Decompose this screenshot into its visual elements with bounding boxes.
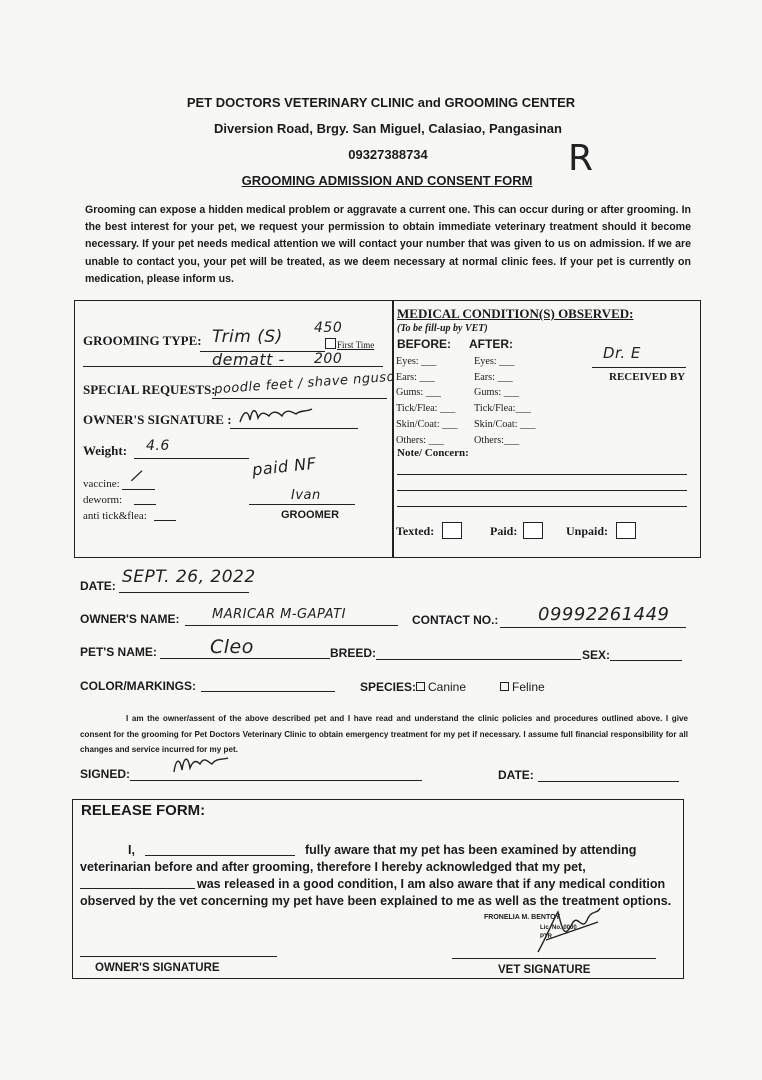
box-divider — [392, 300, 394, 557]
release-pet-line — [80, 888, 195, 889]
vet-stamp-ptr: PTR — [540, 934, 552, 940]
after-list — [474, 354, 535, 448]
before-item: Others: ___ — [396, 434, 444, 446]
release-line1-start: I, — [128, 843, 135, 857]
release-vet-sig-line — [452, 958, 656, 959]
owner-name-line — [185, 625, 398, 626]
signed-line — [130, 780, 422, 781]
before-label: BEFORE: — [397, 337, 451, 351]
owner-signature-label: OWNER'S SIGNATURE : — [83, 412, 232, 427]
contact-label: CONTACT NO.: — [412, 613, 499, 627]
paid-note: paid NF — [251, 453, 318, 480]
before-item: Tick/Flea: ___ — [396, 403, 456, 415]
owner-name-value: MARICAR M-GAPATI — [212, 607, 346, 622]
pet-name-line — [160, 658, 330, 659]
sex-label: SEX: — [582, 648, 611, 662]
grooming-type-value-1: Trim (S) — [212, 327, 283, 347]
received-by-line — [592, 367, 686, 368]
vet-stamp-license: Lic. No. 0000 — [540, 925, 577, 931]
paid-label: Paid: — [490, 524, 518, 538]
before-item: Gums: ___ — [396, 387, 441, 399]
groomer-line — [249, 504, 355, 505]
release-owner-sig-label: OWNER'S SIGNATURE — [95, 962, 220, 974]
after-item: Others:___ — [474, 434, 520, 446]
weight-value: 4.6 — [146, 438, 170, 454]
note-line-2 — [397, 490, 687, 491]
canine-label: Canine — [428, 680, 467, 694]
unpaid-label: Unpaid: — [566, 524, 609, 538]
consent-paragraph: I am the owner/assent of the above described pet and I have read and understand the clinic policies and procedures outlined above. I give consent for the grooming for Pet Doctors Veterinary Clinic to obtain emergency treatment for my pet if necessary. I assume full financial responsibility for all changes and service incurred for my pet. — [80, 714, 688, 754]
groomer-label: GROOMER — [281, 509, 340, 521]
vaccine-line — [122, 489, 155, 490]
grooming-type-value-2: dematt - — [212, 350, 285, 369]
before-item: Skin/Coat: ___ — [396, 418, 458, 430]
deworm-line — [134, 504, 156, 505]
signed-date-line — [538, 781, 679, 782]
after-item: Skin/Coat: ___ — [474, 418, 536, 430]
clinic-address: Diversion Road, Brgy. San Miguel, Calasiao, Pangasinan — [214, 121, 562, 136]
after-label: AFTER: — [469, 337, 513, 351]
grooming-price-1: 450 — [314, 320, 343, 336]
note-line-1 — [397, 474, 687, 475]
color-markings-line — [201, 691, 335, 692]
pet-name-label: PET'S NAME: — [80, 645, 157, 659]
release-title: RELEASE FORM: — [81, 802, 206, 819]
breed-label: BREED: — [330, 646, 377, 660]
release-line1-end: fully aware that my pet has been examined by attending — [305, 843, 637, 857]
note-line-3 — [397, 506, 687, 507]
release-line2: veterinarian before and after grooming, therefore I hereby acknowledged that my pet, — [80, 860, 586, 874]
unpaid-checkbox[interactable] — [616, 522, 636, 539]
release-line4: observed by the vet concerning my pet have been explained to me as well as the treatment options. — [80, 894, 672, 908]
owner-signature-line — [230, 428, 358, 429]
breed-line — [376, 659, 581, 660]
medical-title: MEDICAL CONDITION(S) OBSERVED: — [397, 306, 634, 321]
received-by-value: Dr. E — [603, 344, 641, 362]
medical-subtitle: (To be fill-up by VET) — [397, 323, 488, 334]
special-requests-label: SPECIAL REQUESTS: — [83, 382, 216, 397]
after-item: Eyes: ___ — [474, 356, 515, 367]
vaccine-label: vaccine: — [83, 478, 120, 490]
after-item: Ears: ___ — [474, 371, 513, 383]
date-label: DATE: — [80, 579, 116, 593]
feline-checkbox[interactable] — [500, 682, 509, 691]
first-time-label: First Time — [337, 340, 375, 350]
contact-line — [500, 627, 686, 628]
date-line — [119, 592, 249, 593]
texted-label: Texted: — [396, 524, 435, 538]
signed-date-label: DATE: — [498, 768, 534, 782]
owner-signature-scribble — [236, 404, 316, 426]
deworm-label: deworm: — [83, 494, 123, 506]
date-value: SEPT. 26, 2022 — [122, 567, 256, 587]
antitick-line — [154, 520, 176, 521]
received-by-label: RECEIVED BY — [609, 371, 686, 383]
vet-stamp-name: FRONELIA M. BENTOY — [484, 914, 561, 921]
antitick-label: anti tick&flea: — [83, 510, 147, 522]
pet-name-value: Cleo — [210, 636, 254, 658]
release-line3-end: was released in a good condition, I am also aware that if any medical condition — [197, 877, 666, 891]
canine-checkbox[interactable] — [416, 682, 425, 691]
before-item: Ears: ___ — [396, 371, 435, 383]
intro-paragraph: Grooming can expose a hidden medical problem or aggravate a current one. This can occur during or after grooming. In the best interest for your pet, we request your permission to obtain immediate veterinary treatment should it become necessary. If your pet needs medical attention we will contact your number that was given to us on admission. If we are unable to contact you, your pet will be treated, as we deem necessary at normal clinic fees. If your pet is currently on medication, please inform us. — [85, 204, 691, 285]
clinic-phone: 09327388734 — [348, 147, 428, 162]
sex-line — [610, 660, 682, 661]
special-requests-line — [212, 398, 387, 399]
paid-checkbox[interactable] — [523, 522, 543, 539]
first-time-checkbox[interactable] — [325, 338, 336, 349]
after-item: Gums: ___ — [474, 387, 519, 399]
release-vet-sig-label: VET SIGNATURE — [498, 964, 591, 976]
weight-label: Weight: — [83, 443, 128, 458]
grooming-type-label: GROOMING TYPE: — [83, 333, 202, 348]
release-name-line — [145, 855, 295, 856]
owner-name-label: OWNER'S NAME: — [80, 612, 180, 626]
grooming-price-2: 200 — [314, 351, 343, 367]
signed-signature-scribble — [170, 752, 232, 778]
color-markings-label: COLOR/MARKINGS: — [80, 679, 196, 693]
form-title: GROOMING ADMISSION AND CONSENT FORM — [241, 173, 533, 188]
feline-label: Feline — [512, 680, 545, 694]
special-requests-value: poodle feet / shave nguso — [213, 369, 396, 398]
before-item: Eyes: ___ — [396, 356, 437, 367]
signed-label: SIGNED: — [80, 767, 131, 781]
contact-value: 09992261449 — [538, 604, 670, 625]
vet-signature-scribble — [528, 904, 604, 958]
note-label: Note/ Concern: — [397, 447, 469, 459]
corner-mark: R — [568, 138, 594, 179]
before-list — [396, 354, 457, 448]
texted-checkbox[interactable] — [442, 522, 462, 539]
after-item: Tick/Flea:___ — [474, 403, 531, 415]
vaccine-value: / — [130, 465, 143, 486]
groomer-value: Ivan — [291, 488, 321, 503]
weight-line — [134, 458, 249, 459]
clinic-name: PET DOCTORS VETERINARY CLINIC and GROOMING CENTER — [186, 95, 576, 110]
species-label: SPECIES: — [360, 680, 417, 694]
release-owner-sig-line — [80, 956, 277, 957]
